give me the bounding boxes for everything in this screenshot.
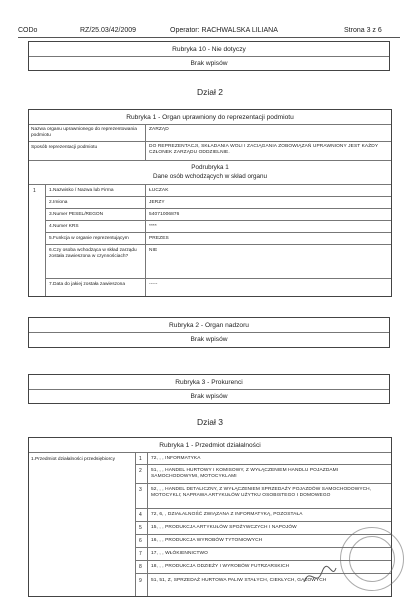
divider bbox=[145, 124, 146, 160]
divider bbox=[29, 184, 391, 185]
divider bbox=[135, 464, 391, 465]
rubryka-1-title: Rubryka 1 - Organ uprawniony do reprezentacji podmiotu bbox=[126, 114, 294, 121]
divider bbox=[29, 452, 391, 453]
item-text: 72, , , INFORMATYKA bbox=[151, 456, 201, 461]
row-1-value: ZARZĄD bbox=[149, 127, 169, 132]
person-field-5-label: 5.Funkcja w organie reprezentującym bbox=[49, 236, 129, 241]
item-text: 15, , , PRODUKCJA ARTYKUŁÓW SPOŻYWCZYCH I NAPOJÓW bbox=[151, 525, 297, 530]
signature-mark bbox=[300, 560, 340, 590]
section-heading-dzial-2: Dział 2 bbox=[197, 87, 223, 97]
header-code: CODo bbox=[18, 27, 38, 34]
rubryka-1-table bbox=[28, 109, 392, 297]
divider bbox=[45, 220, 391, 221]
item-number: 6 bbox=[139, 538, 142, 544]
header-operator: Operator: RACHWALSKA LILIANA bbox=[170, 27, 278, 34]
przedmiot-title: Rubryka 1 - Przedmiot działalności bbox=[159, 442, 261, 449]
item-text: 52, , , HANDEL DETALICZNY, Z WYŁĄCZENIEM SPRZEDAŻY POJAZDÓW SAMOCHODOWYCH, MOTOCYKLI; NAPRAWA ARTYKUŁÓW UŻYTKU OSOBISTEGO I DOMOWEGO bbox=[151, 487, 372, 498]
divider bbox=[45, 184, 46, 296]
row-2-label: Sposób reprezentacji podmiotu bbox=[31, 145, 98, 150]
divider bbox=[45, 196, 391, 197]
person-index: 1 bbox=[33, 188, 36, 194]
divider bbox=[135, 452, 136, 596]
person-field-1-value: ŁUCZAK bbox=[149, 188, 169, 193]
divider bbox=[45, 278, 391, 279]
person-field-3-label: 3.Numer PESEL/REGON bbox=[49, 212, 104, 217]
item-text: 17, , , WŁÓKIENNICTWO bbox=[151, 551, 209, 556]
item-text: 51, 51, Z, SPRZEDAŻ HURTOWA PALIW STAŁYCH, CIEKŁYCH, GAZOWYCH bbox=[151, 578, 327, 583]
item-text: 18, , , PRODUKCJA ODZIEŻY I WYROBÓW FUTRZARSKICH bbox=[151, 564, 290, 569]
rubryka-10-box bbox=[28, 41, 390, 71]
divider bbox=[45, 208, 391, 209]
divider bbox=[45, 232, 391, 233]
rubryka-3-note: Brak wpisów bbox=[190, 393, 228, 400]
person-field-2-value: JERZY bbox=[149, 200, 165, 205]
divider bbox=[45, 244, 391, 245]
divider bbox=[135, 521, 391, 522]
item-number: 4 bbox=[139, 512, 142, 518]
rubryka-10-title: Rubryka 10 - Nie dotyczy bbox=[172, 46, 246, 53]
person-field-7-value: ----- bbox=[149, 282, 158, 287]
rubryka-3-box bbox=[28, 374, 390, 404]
person-field-6-label: 6.Czy osoba wchodząca w skład zarządu została zawieszona w czynnościach? bbox=[49, 248, 137, 259]
header-divider bbox=[18, 37, 400, 38]
person-field-6-value: NIE bbox=[149, 248, 158, 253]
przedmiot-label: 1.Przedmiot działalności przedsiębiorcy bbox=[31, 457, 115, 462]
item-number: 2 bbox=[139, 468, 142, 474]
header-page-number: Strona 3 z 6 bbox=[344, 27, 382, 34]
divider bbox=[29, 389, 389, 390]
person-field-1-label: 1.Nazwisko / Nazwa lub Firma bbox=[49, 188, 114, 193]
person-field-2-label: 2.Imiona bbox=[49, 200, 68, 205]
row-2-value: DO REPREZENTACJI, SKŁADANIA WOLI I ZACIĄGANIA ZOBOWIĄZAŃ UPRAWNIONY JEST KAŻDY CZŁONEK ZARZĄDU ODDZIELNIE. bbox=[149, 144, 379, 155]
podrubryka-title: Podrubryka 1 bbox=[191, 164, 229, 171]
stamp-inner-ring bbox=[349, 536, 395, 582]
rubryka-2-box bbox=[28, 317, 390, 348]
item-number: 5 bbox=[139, 525, 142, 531]
item-text: 51, , , HANDEL HURTOWY I KOMISOWY, Z WYŁĄCZENIEM HANDLU POJAZDAMI SAMOCHODOWYMI, MOTOCYKLAMI bbox=[151, 468, 339, 479]
header-reference: RZ/25.03/42/2009 bbox=[80, 27, 137, 34]
section-heading-dzial-3: Dział 3 bbox=[197, 417, 223, 427]
item-number: 1 bbox=[139, 456, 142, 462]
divider bbox=[29, 56, 389, 57]
rubryka-3-title: Rubryka 3 - Prokurenci bbox=[175, 379, 243, 386]
person-field-3-value: 54071006876 bbox=[149, 212, 180, 217]
divider bbox=[147, 452, 148, 596]
item-number: 7 bbox=[139, 551, 142, 557]
official-stamp bbox=[340, 527, 404, 591]
podrubryka-subtitle: Dane osób wchodzących w skład organu bbox=[152, 173, 268, 180]
rubryka-2-note: Brak wpisów bbox=[190, 336, 228, 343]
divider bbox=[29, 124, 391, 125]
person-field-4-label: 4.Numer KRS bbox=[49, 224, 79, 229]
person-field-4-value: **** bbox=[149, 224, 157, 229]
person-field-5-value: PREZES bbox=[149, 236, 169, 241]
rubryka-2-title: Rubryka 2 - Organ nadzoru bbox=[169, 322, 249, 329]
divider bbox=[135, 508, 391, 509]
item-text: 72, 6, , DZIAŁALNOŚĆ ZWIĄZANA Z INFORMATYKĄ, POZOSTAŁA bbox=[151, 512, 303, 517]
person-field-7-label: 7.Data do jakiej została zawieszona bbox=[49, 282, 125, 287]
item-number: 8 bbox=[139, 564, 142, 570]
divider bbox=[135, 483, 391, 484]
divider bbox=[29, 160, 391, 161]
divider bbox=[145, 184, 146, 296]
row-1-label: Nazwa organu uprawnionego do reprezentowania podmiotu bbox=[31, 127, 137, 138]
item-number: 9 bbox=[139, 578, 142, 584]
divider bbox=[29, 141, 391, 142]
rubryka-10-note: Brak wpisów bbox=[190, 60, 228, 67]
item-number: 3 bbox=[139, 487, 142, 493]
divider bbox=[29, 332, 389, 333]
item-text: 16, , , PRODUKCJA WYROBÓW TYTONIOWYCH bbox=[151, 538, 263, 543]
